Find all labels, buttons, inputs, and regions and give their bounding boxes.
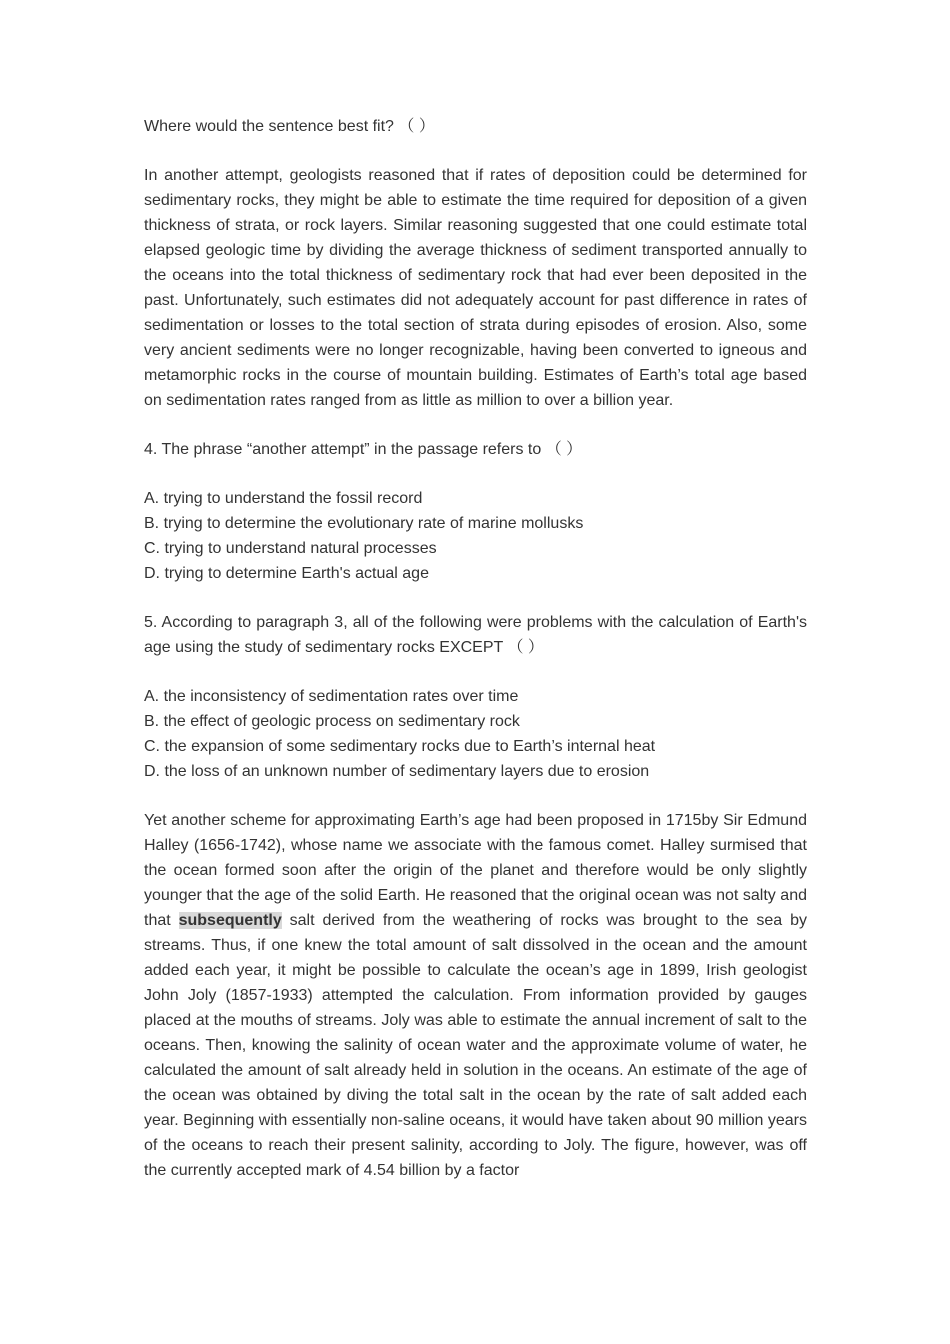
spacer — [144, 586, 807, 610]
highlighted-word: subsequently — [178, 912, 282, 929]
spacer — [144, 413, 807, 437]
q4-option-b[interactable]: B. trying to determine the evolutionary rate of marine mollusks — [144, 515, 584, 532]
paragraph-3: In another attempt, geologists reasoned that if rates of deposition could be determined for sedimentary rocks, they might be able to estimate the time required for deposition of a given thickness of strata, or rock layers. Similar reasoning suggested that one could estimate total elapsed geologic time by dividing the average thickness of sediment transported annually to the oceans into the total thickness of sedimentary rock that had ever been deposited in the past. Unfortunately, such estimates did not adequately account for past difference in rates of sedimentation or losses to the total section of strata during episodes of erosion. Also, some very ancient sediments were no longer recognizable, having been converted to igneous and metamorphic rocks in the course of mountain building. Estimates of Earth’s total age based on sedimentation rates ranged from as little as million to over a billion year. — [144, 167, 807, 409]
paragraph-4 — [144, 808, 807, 1183]
spacer — [144, 660, 807, 684]
q4-option-d[interactable]: D. trying to determine Earth's actual age — [144, 565, 429, 582]
question-intro: Where would the sentence best fit? （ ） — [144, 118, 435, 135]
q5-option-b[interactable]: B. the effect of geologic process on sedimentary rock — [144, 713, 520, 730]
spacer — [144, 462, 807, 486]
q5-option-d[interactable]: D. the loss of an unknown number of sedimentary layers due to erosion — [144, 763, 650, 780]
question-5: 5. According to paragraph 3, all of the following were problems with the calculation of Earth's age using the study of sedimentary rocks EXCEPT （ ） — [144, 614, 807, 656]
q5-option-c[interactable]: C. the expansion of some sedimentary rocks due to Earth’s internal heat — [144, 738, 656, 755]
q4-option-c[interactable]: C. trying to understand natural processes — [144, 540, 437, 557]
q4-option-a[interactable]: A. trying to understand the fossil record — [144, 490, 423, 507]
q5-option-a[interactable]: A. the inconsistency of sedimentation rates over time — [144, 688, 519, 705]
spacer — [144, 139, 807, 163]
question-4: 4. The phrase “another attempt” in the passage refers to （ ） — [144, 441, 583, 458]
paragraph-4-before: Yet another scheme for approximating Earth’s age had been proposed in 1715by Sir Edmund Halley (1656-1742), whose name we associate with the famous comet. Halley surmised that the ocean formed soon after the origin of the planet and therefore would be only slightly younger that the age of the solid Earth. He reasoned that the original ocean was not salty and that — [144, 812, 807, 929]
paragraph-4-after: salt derived from the weathering of rocks was brought to the sea by streams. Thus, if one knew the total amount of salt dissolved in the ocean and the amount added each year, it might be possible to calculate the ocean’s age in 1899, Irish geologist John Joly (1857-1933) attempted the calculation. From information provided by gauges placed at the mouths of streams. Joly was able to estimate the annual increment of salt to the oceans. Then, knowing the salinity of ocean water and the approximate volume of water, he calculated the amount of salt already held in solution in the oceans. An estimate of the age of the ocean was obtained by diving the total salt in the ocean by the rate of salt added each year. Beginning with essentially non-saline oceans, it would have taken about 90 million years of the oceans to reach their present salinity, according to Joly. The figure, however, was off the currently accepted mark of 4.54 billion by a factor — [144, 912, 808, 1179]
spacer — [144, 784, 807, 808]
document-page — [144, 114, 807, 1183]
